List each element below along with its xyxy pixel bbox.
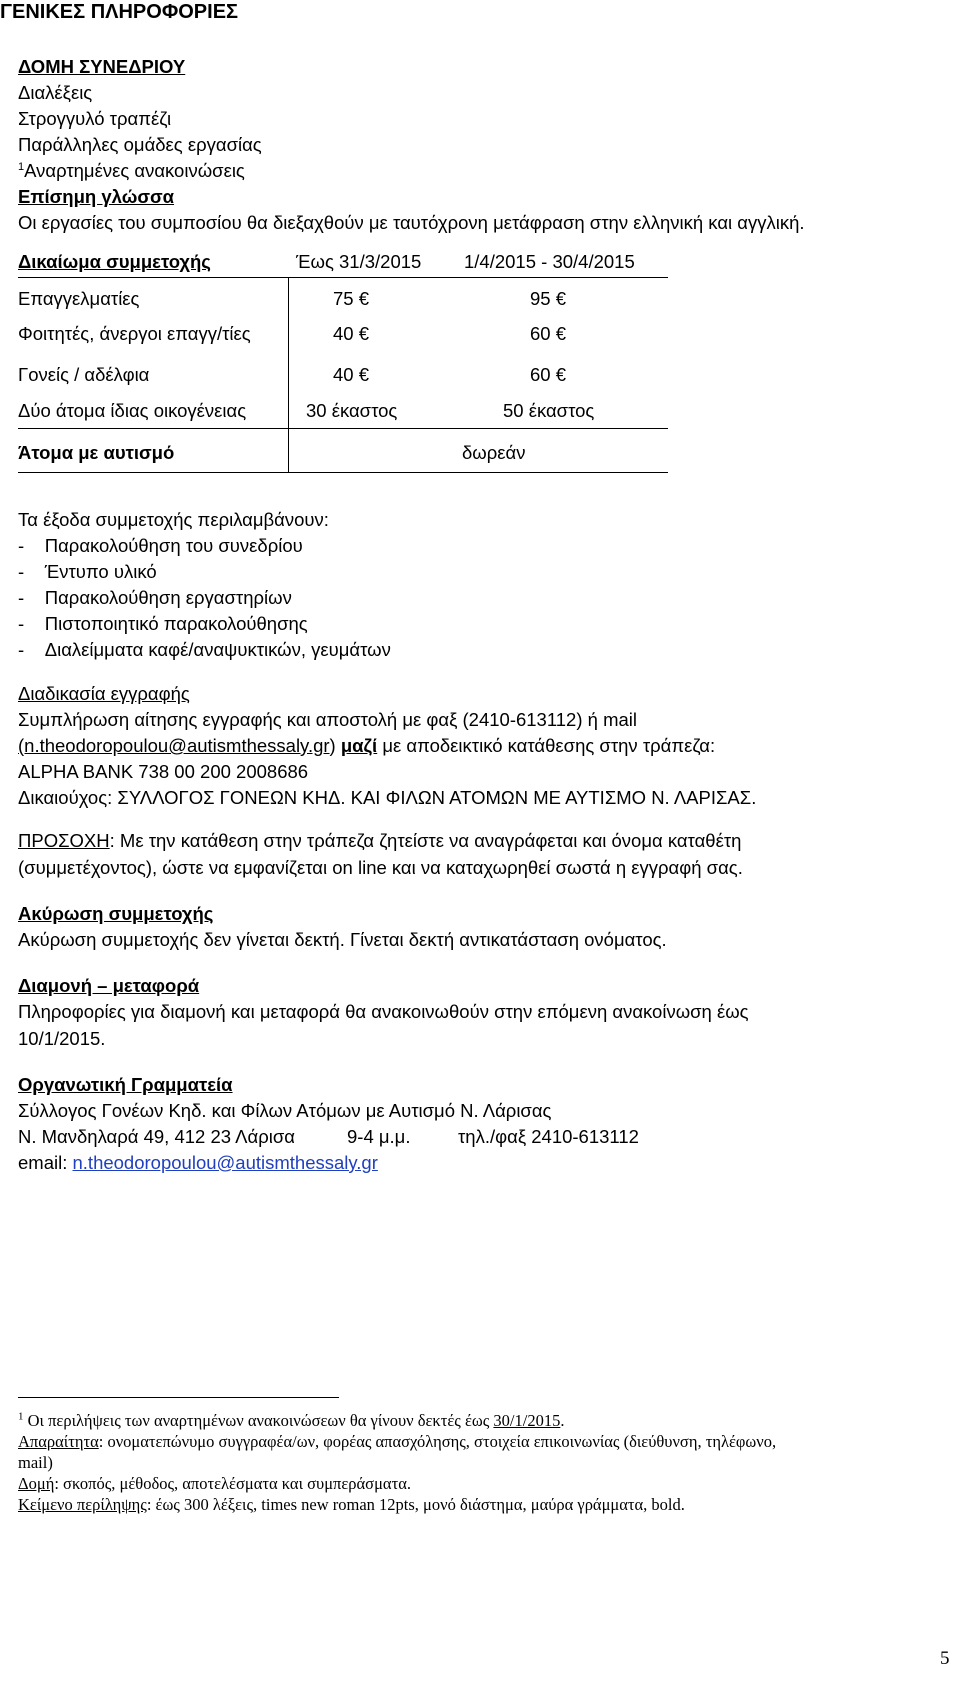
footnote-1: $^1$ Οι περιλήψεις των αναρτημένων ανακοινώσεων θα γίνουν δεκτές έως 30/1/2015. bbox=[18, 1410, 565, 1430]
list-item: - Έντυπο υλικό bbox=[18, 561, 157, 582]
fee-row-late: 60 € bbox=[530, 323, 567, 344]
registration-email-link[interactable]: (n.theodoropoulou@autismthessaly.gr bbox=[18, 735, 330, 756]
fees-col-late: 1/4/2015 - 30/4/2015 bbox=[464, 251, 635, 272]
email-link[interactable]: n.theodoropoulou@autismthessaly.gr bbox=[72, 1152, 378, 1173]
registration-heading: Διαδικασία εγγραφής bbox=[18, 683, 190, 704]
fee-row-early bbox=[306, 400, 397, 422]
fee-row-label: Γονείς / αδέλφια bbox=[18, 364, 150, 385]
accommodation-line1: Πληροφορίες για διαμονή και μεταφορά θα ανακοινωθούν στην επόμενη ανακοίνωση έως bbox=[18, 1001, 749, 1022]
includes-intro: Τα έξοδα συμμετοχής περιλαμβάνουν: bbox=[18, 509, 329, 530]
accommodation-line2: 10/1/2015. bbox=[18, 1028, 106, 1049]
list-item: - Πιστοποιητικό παρακολούθησης bbox=[18, 613, 308, 634]
together-emphasis: μαζί bbox=[340, 735, 378, 756]
secretariat-email: email: n.theodoropoulou@autismthessaly.gr bbox=[18, 1152, 378, 1173]
secretariat-phone: τηλ./φαξ 2410-613112 bbox=[458, 1126, 639, 1147]
bank-account: ALPHA BANK 738 00 200 2008686 bbox=[18, 761, 309, 782]
language-heading: Επίσημη γλώσσα bbox=[18, 186, 175, 207]
cancellation-heading: Ακύρωση συμμετοχής bbox=[18, 903, 214, 924]
fee-row-late: 95 € bbox=[530, 288, 567, 309]
page-title: ΓΕΝΙΚΕΣ ΠΛΗΡΟΦΟΡΙΕΣ bbox=[0, 1, 239, 23]
list-item: - Διαλείμματα καφέ/αναψυκτικών, γευμάτων bbox=[18, 639, 391, 660]
fee-row-label: Φοιτητές, άνεργοι επαγγ/τίες bbox=[18, 323, 251, 344]
table-border bbox=[18, 472, 668, 473]
accommodation-heading: Διαμονή – μεταφορά bbox=[18, 975, 200, 996]
footnote-separator bbox=[18, 1397, 339, 1398]
fee-row-early: 40 € bbox=[333, 364, 370, 385]
beneficiary: Δικαιούχος: ΣΥΛΛΟΓΟΣ ΓΟΝΕΩΝ ΚΗΔ. ΚΑΙ ΦΙΛΩΝ ΑΤΟΜΩΝ ΜΕ ΑΥΤΙΣΜΟ Ν. ΛΑΡΙΣΑΣ. bbox=[18, 787, 757, 808]
footnote-abstract: Κείμενο περίληψης: έως 300 λέξεις, times new roman 12pts, μονό διάστημα, μαύρα γράμματα, bold. bbox=[18, 1495, 685, 1514]
structure-item: Στρογγυλό τραπέζι bbox=[18, 108, 172, 129]
cancellation-text: Ακύρωση συμμετοχής δεν γίνεται δεκτή. Γίνεται δεκτή αντικατάσταση ονόματος. bbox=[18, 929, 667, 950]
secretariat-name: Σύλλογος Γονέων Κηδ. και Φίλων Ατόμων με Αυτισμό Ν. Λάρισας bbox=[18, 1100, 552, 1121]
table-border bbox=[18, 428, 668, 429]
fee-row-early: 75 € bbox=[333, 288, 370, 309]
list-item: - Παρακολούθηση του συνεδρίου bbox=[18, 535, 303, 556]
posters-label: Αναρτημένες ανακοινώσεις bbox=[24, 160, 245, 181]
attention-line2: (συμμετέχοντος), ώστε να εμφανίζεται on line και να καταχωρηθεί σωστά η εγγραφή σας. bbox=[18, 857, 743, 878]
secretariat-hours: 9-4 μ.μ. bbox=[347, 1126, 411, 1147]
fees-col-early: Έως 31/3/2015 bbox=[296, 251, 422, 272]
fees-heading: Δικαίωμα συμμετοχής bbox=[18, 251, 211, 272]
fee-row-late: 50 έκαστος bbox=[503, 400, 595, 421]
list-item: - Παρακολούθηση εργαστηρίων bbox=[18, 587, 292, 608]
footnote-required-cont: mail) bbox=[18, 1453, 53, 1472]
footnote-ref: 1 bbox=[18, 160, 25, 173]
attention-line1: ΠΡΟΣΟΧΗ: Με την κατάθεση στην τράπεζα ζητείστε να αναγράφεται και όνομα καταθέτη bbox=[18, 830, 742, 851]
secretariat-heading: Οργανωτική Γραμματεία bbox=[18, 1074, 233, 1095]
attention-label: ΠΡΟΣΟΧΗ bbox=[18, 830, 110, 851]
fee-row-autism-value: δωρεάν bbox=[462, 442, 526, 463]
fee-row-late: 60 € bbox=[530, 364, 567, 385]
registration-line1: Συμπλήρωση αίτησης εγγραφής και αποστολή με φαξ (2410-613112) ή mail bbox=[18, 709, 637, 730]
table-border bbox=[18, 277, 668, 278]
secretariat-address: Ν. Μανδηλαρά 49, 412 23 Λάρισα bbox=[18, 1126, 295, 1147]
fee-row-label: Δύο άτομα ίδιας οικογένειας bbox=[18, 400, 247, 421]
footnote-structure: Δομή: σκοπός, μέθοδος, αποτελέσματα και συμπεράσματα. bbox=[18, 1474, 411, 1493]
footnote-required: Απαραίτητα: ονοματεπώνυμο συγγραφέα/ων, φορέας απασχόλησης, στοιχεία επικοινωνίας (διεύθυνση, τηλέφωνο, bbox=[18, 1432, 777, 1451]
structure-item-posters bbox=[18, 160, 245, 182]
fee-row-early: 40 € bbox=[333, 323, 370, 344]
page-number: 5 bbox=[940, 1648, 950, 1669]
early-text: 30 έκαστος bbox=[306, 400, 398, 421]
structure-item: Παράλληλες ομάδες εργασίας bbox=[18, 134, 262, 155]
table-border bbox=[288, 277, 289, 473]
registration-line2: (n.theodoropoulou@autismthessaly.gr) μαζί με αποδεικτικό κατάθεσης στην τράπεζα: bbox=[18, 735, 716, 756]
structure-heading: ΔΟΜΗ ΣΥΝΕΔΡΙΟΥ bbox=[18, 56, 186, 77]
language-text: Οι εργασίες του συμποσίου θα διεξαχθούν με ταυτόχρονη μετάφραση στην ελληνική και αγγλική. bbox=[18, 212, 805, 233]
fee-row-autism-label: Άτομα με αυτισμό bbox=[18, 442, 175, 463]
fee-row-label: Επαγγελματίες bbox=[18, 288, 140, 309]
structure-item: Διαλέξεις bbox=[18, 82, 93, 103]
